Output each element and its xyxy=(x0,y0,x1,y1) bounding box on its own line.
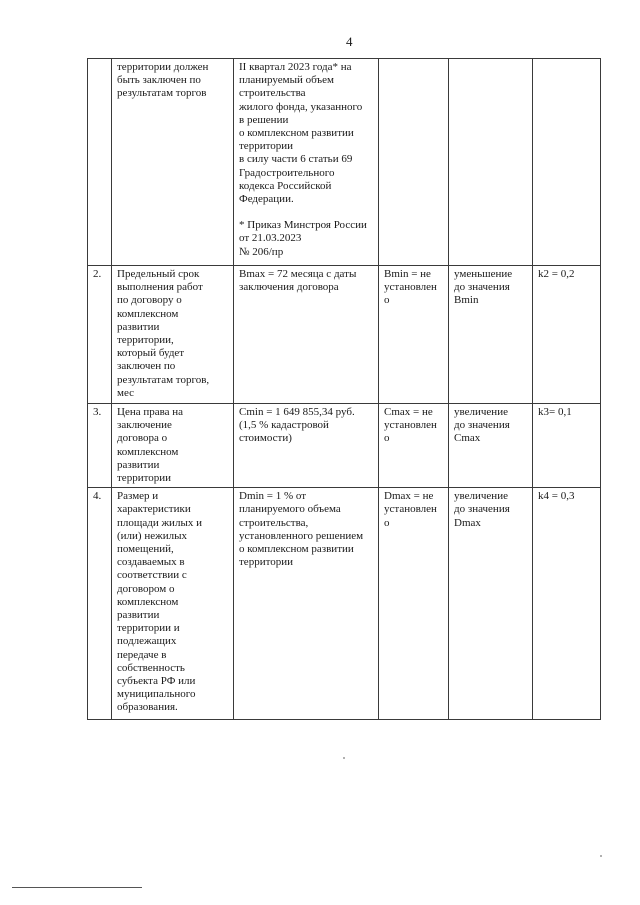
indicator-cell xyxy=(112,266,234,404)
row-number: 3. xyxy=(88,404,112,488)
table-row xyxy=(88,488,601,720)
direction-text: увеличение до значения Dmax xyxy=(454,490,510,529)
value-cell xyxy=(234,404,379,488)
footnote-rule xyxy=(12,887,142,888)
coefficient-cell xyxy=(533,404,601,488)
value-cell xyxy=(234,488,379,720)
coefficient-cell xyxy=(533,488,601,720)
value-cell xyxy=(234,266,379,404)
row-number: 4. xyxy=(88,488,112,720)
indicator-cell xyxy=(112,404,234,488)
row-number xyxy=(88,59,112,266)
value-text: II квартал 2023 года* на планируемый объем строительства жилого фонда, указанного в решении о комплексном развитии территории в силу части 6 статьи 69 Градостроительного кодекса Российской Федерации. xyxy=(239,61,363,206)
direction-text: уменьшение до значения Bmin xyxy=(454,268,513,307)
scan-speck xyxy=(343,757,345,759)
value-text: Dmin = 1 % от планируемого объема строительства, установленного решением о комплексном развитии территории xyxy=(239,490,364,569)
row-number: 2. xyxy=(88,266,112,404)
limit-text: Dmax = не установлен о xyxy=(384,490,437,529)
coefficient-text: k2 = 0,2 xyxy=(538,268,575,280)
indicator-text: Цена права на заключение договора о комплексном развитии территории xyxy=(117,406,184,485)
indicator-text: Предельный срок выполнения работ по договору о комплексном развитии территории, который будет заключен по результатам торгов, мес xyxy=(117,268,210,399)
limit-cell xyxy=(379,488,449,720)
indicator-text: территории должен быть заключен по результатам торгов xyxy=(117,61,209,100)
limit-text: Cmax = не установлен о xyxy=(384,406,437,445)
page-number: 4 xyxy=(346,34,353,49)
table-row xyxy=(88,59,601,266)
limit-cell xyxy=(379,266,449,404)
indicator-cell xyxy=(112,488,234,720)
value-cell xyxy=(234,59,379,266)
coefficient-text: k4 = 0,3 xyxy=(538,490,575,503)
scan-speck xyxy=(600,855,602,857)
footnote-text: * Приказ Минстроя России от 21.03.2023 № 206/пр xyxy=(239,219,367,258)
direction-cell xyxy=(449,59,533,266)
table-row xyxy=(88,404,601,488)
value-text: Cmin = 1 649 855,34 руб. (1,5 % кадастровой стоимости) xyxy=(239,406,355,445)
value-text: Bmax = 72 месяца с даты заключения договора xyxy=(239,268,357,294)
limit-cell xyxy=(379,59,449,266)
table-row xyxy=(88,266,601,404)
coefficient-text: k3= 0,1 xyxy=(538,406,572,418)
coefficient-cell xyxy=(533,266,601,404)
direction-cell xyxy=(449,488,533,720)
limit-text: Bmin = не установлен о xyxy=(384,268,437,307)
criteria-table xyxy=(87,58,601,720)
direction-cell xyxy=(449,266,533,404)
limit-cell xyxy=(379,404,449,488)
coefficient-cell xyxy=(533,59,601,266)
indicator-text: Размер и характеристики площади жилых и (или) нежилых помещений, создаваемых в соответствии с договором о комплексном развитии территории и подлежащих передаче в собственность субъекта РФ или муниципального образования. xyxy=(117,490,202,714)
direction-cell xyxy=(449,404,533,488)
indicator-cell xyxy=(112,59,234,266)
direction-text: увеличение до значения Cmax xyxy=(454,406,510,445)
